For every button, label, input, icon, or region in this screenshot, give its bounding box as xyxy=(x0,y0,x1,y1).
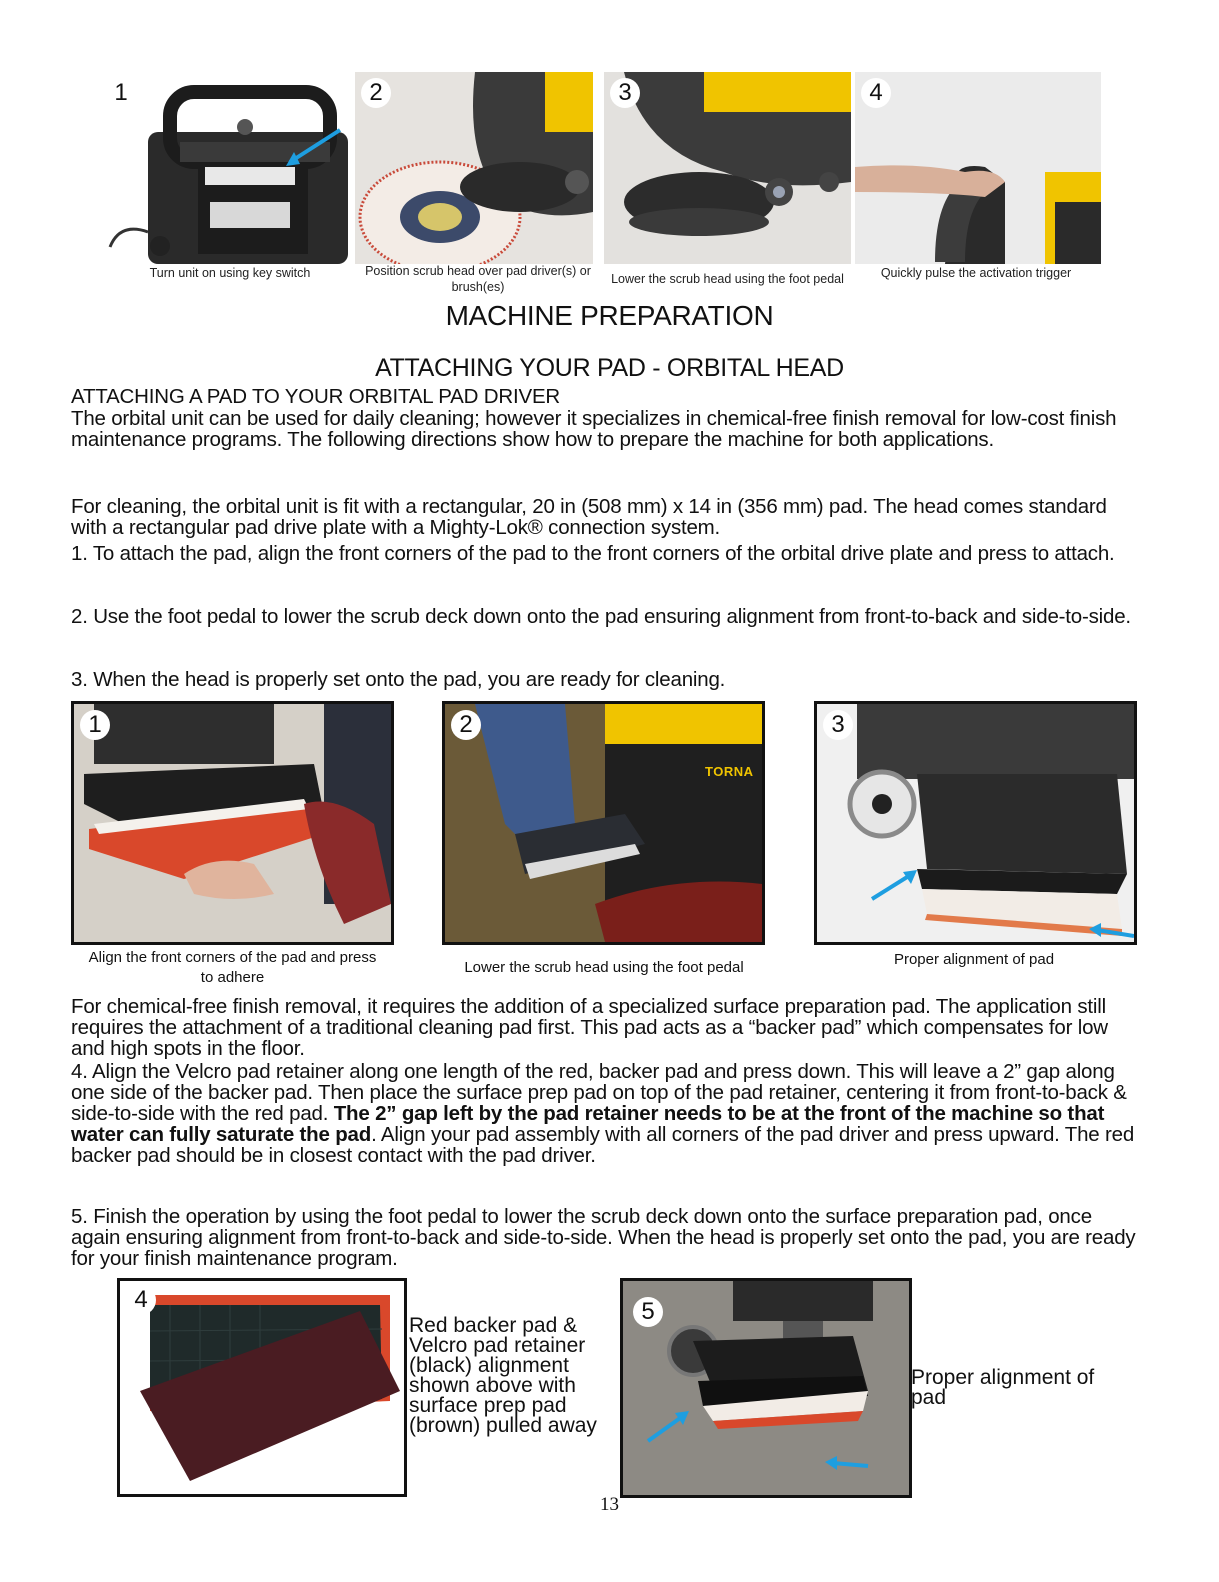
mid-photo-2 xyxy=(442,701,765,945)
brand-logo: TORNA xyxy=(705,764,754,779)
intro-paragraph: The orbital unit can be used for daily cleaning; however it specializes in chemical-free finish removal for low-cost finish maintenance programs. The following directions show how to prepare the machine for both applications. xyxy=(71,407,1117,451)
step-5-paragraph: 5. Finish the operation by using the foot pedal to lower the scrub deck down onto the surface preparation pad, once again ensuring alignment from front-to-back and side-to-side. When the head is properly set onto the pad, you are ready for your finish maintenance program. xyxy=(71,1205,1136,1270)
step-number-badge: 2 xyxy=(361,78,391,108)
top-photo-4 xyxy=(855,72,1101,264)
page-title: MACHINE PREPARATION xyxy=(445,300,774,331)
step-2-paragraph: 2. Use the foot pedal to lower the scrub deck down onto the pad ensuring alignment from front-to-back and side-to-side. xyxy=(71,605,1131,628)
final-alignment-photo xyxy=(623,1281,909,1495)
pad-alignment-photo xyxy=(817,704,1134,942)
section-subtitle: ATTACHING YOUR PAD - ORBITAL HEAD xyxy=(375,354,844,382)
top-caption-3: Lower the scrub head using the foot pedal xyxy=(611,272,844,286)
page-number: 13 xyxy=(600,1494,619,1515)
top-caption-4: Quickly pulse the activation trigger xyxy=(880,266,1072,280)
top-photo-1 xyxy=(100,72,350,264)
trigger-photo xyxy=(855,72,1101,264)
step-number-badge: 3 xyxy=(610,78,640,108)
step-3-paragraph: 3. When the head is properly set onto the pad, you are ready for cleaning. xyxy=(71,668,726,691)
pad-driver-photo xyxy=(355,72,593,264)
pad-layers-photo xyxy=(120,1281,404,1494)
bottom-photo-4 xyxy=(117,1278,407,1497)
scrub-head-photo xyxy=(604,72,851,264)
bottom-photo-5 xyxy=(620,1278,912,1498)
key-switch-photo xyxy=(100,72,350,264)
step-number-badge: 1 xyxy=(80,710,110,740)
step-number-badge: 4 xyxy=(126,1285,156,1315)
foot-pedal-photo xyxy=(445,704,762,942)
step-4-text-b: . Align your pad assembly with all corners of the pad driver and press upward. The red backer pad should be in closest contact with the pad driver. xyxy=(71,1123,1135,1167)
top-caption-1: Turn unit on using key switch xyxy=(149,266,311,280)
mid-caption-1: Align the front corners of the pad and press to adhere xyxy=(88,949,377,986)
bottom-caption-4: Red backer pad & Velcro pad retainer (black) alignment shown above with surface prep pad (brown) pulled away xyxy=(409,1314,597,1437)
bottom-caption-5: Proper alignment of pad xyxy=(911,1366,1095,1409)
step-number-badge: 4 xyxy=(861,78,891,108)
align-pad-photo xyxy=(74,704,391,942)
mid-caption-3: Proper alignment of pad xyxy=(893,951,1055,968)
step-4-emphasis: The 2” gap left by the pad retainer needs to be at the front of the machine so that water can fully saturate the pad xyxy=(71,1102,1105,1146)
top-photo-2 xyxy=(355,72,593,264)
mid-photo-1 xyxy=(71,701,394,945)
step-number-badge: 1 xyxy=(114,79,128,106)
step-1-paragraph: 1. To attach the pad, align the front corners of the pad to the front corners of the orbital drive plate and press to attach. xyxy=(71,542,1115,565)
mid-caption-2: Lower the scrub head using the foot pedal xyxy=(464,959,744,976)
step-number-badge: 3 xyxy=(823,710,853,740)
mid-photo-3 xyxy=(814,701,1137,945)
step-number-badge: 2 xyxy=(451,710,481,740)
top-caption-2: Position scrub head over pad driver(s) or brush(es) xyxy=(365,264,591,294)
step-4-text-a: 4. Align the Velcro pad retainer along one length of the red, backer pad and press down. This will leave a 2” gap along one side of the backer pad. Then place the surface prep pad on top of the pad retainer, centering it from front-to-back & side-to-side with the red pad. xyxy=(71,1060,1127,1125)
step-number-badge: 5 xyxy=(633,1297,663,1327)
step-4-paragraph xyxy=(71,1061,1146,1166)
cleaning-paragraph: For cleaning, the orbital unit is fit with a rectangular, 20 in (508 mm) x 14 in (356 mm) pad. The head comes standard with a rectangular pad drive plate with a Mighty-Lok® connection system. xyxy=(71,495,1107,539)
top-photo-3 xyxy=(604,72,851,264)
chemfree-paragraph: For chemical-free finish removal, it requires the addition of a specialized surface preparation pad. The application still requires the attachment of a traditional cleaning pad first. This pad acts as a “backer pad” which compensates for low and high spots in the floor. xyxy=(71,995,1108,1060)
section-heading: ATTACHING A PAD TO YOUR ORBITAL PAD DRIVER xyxy=(71,385,561,408)
